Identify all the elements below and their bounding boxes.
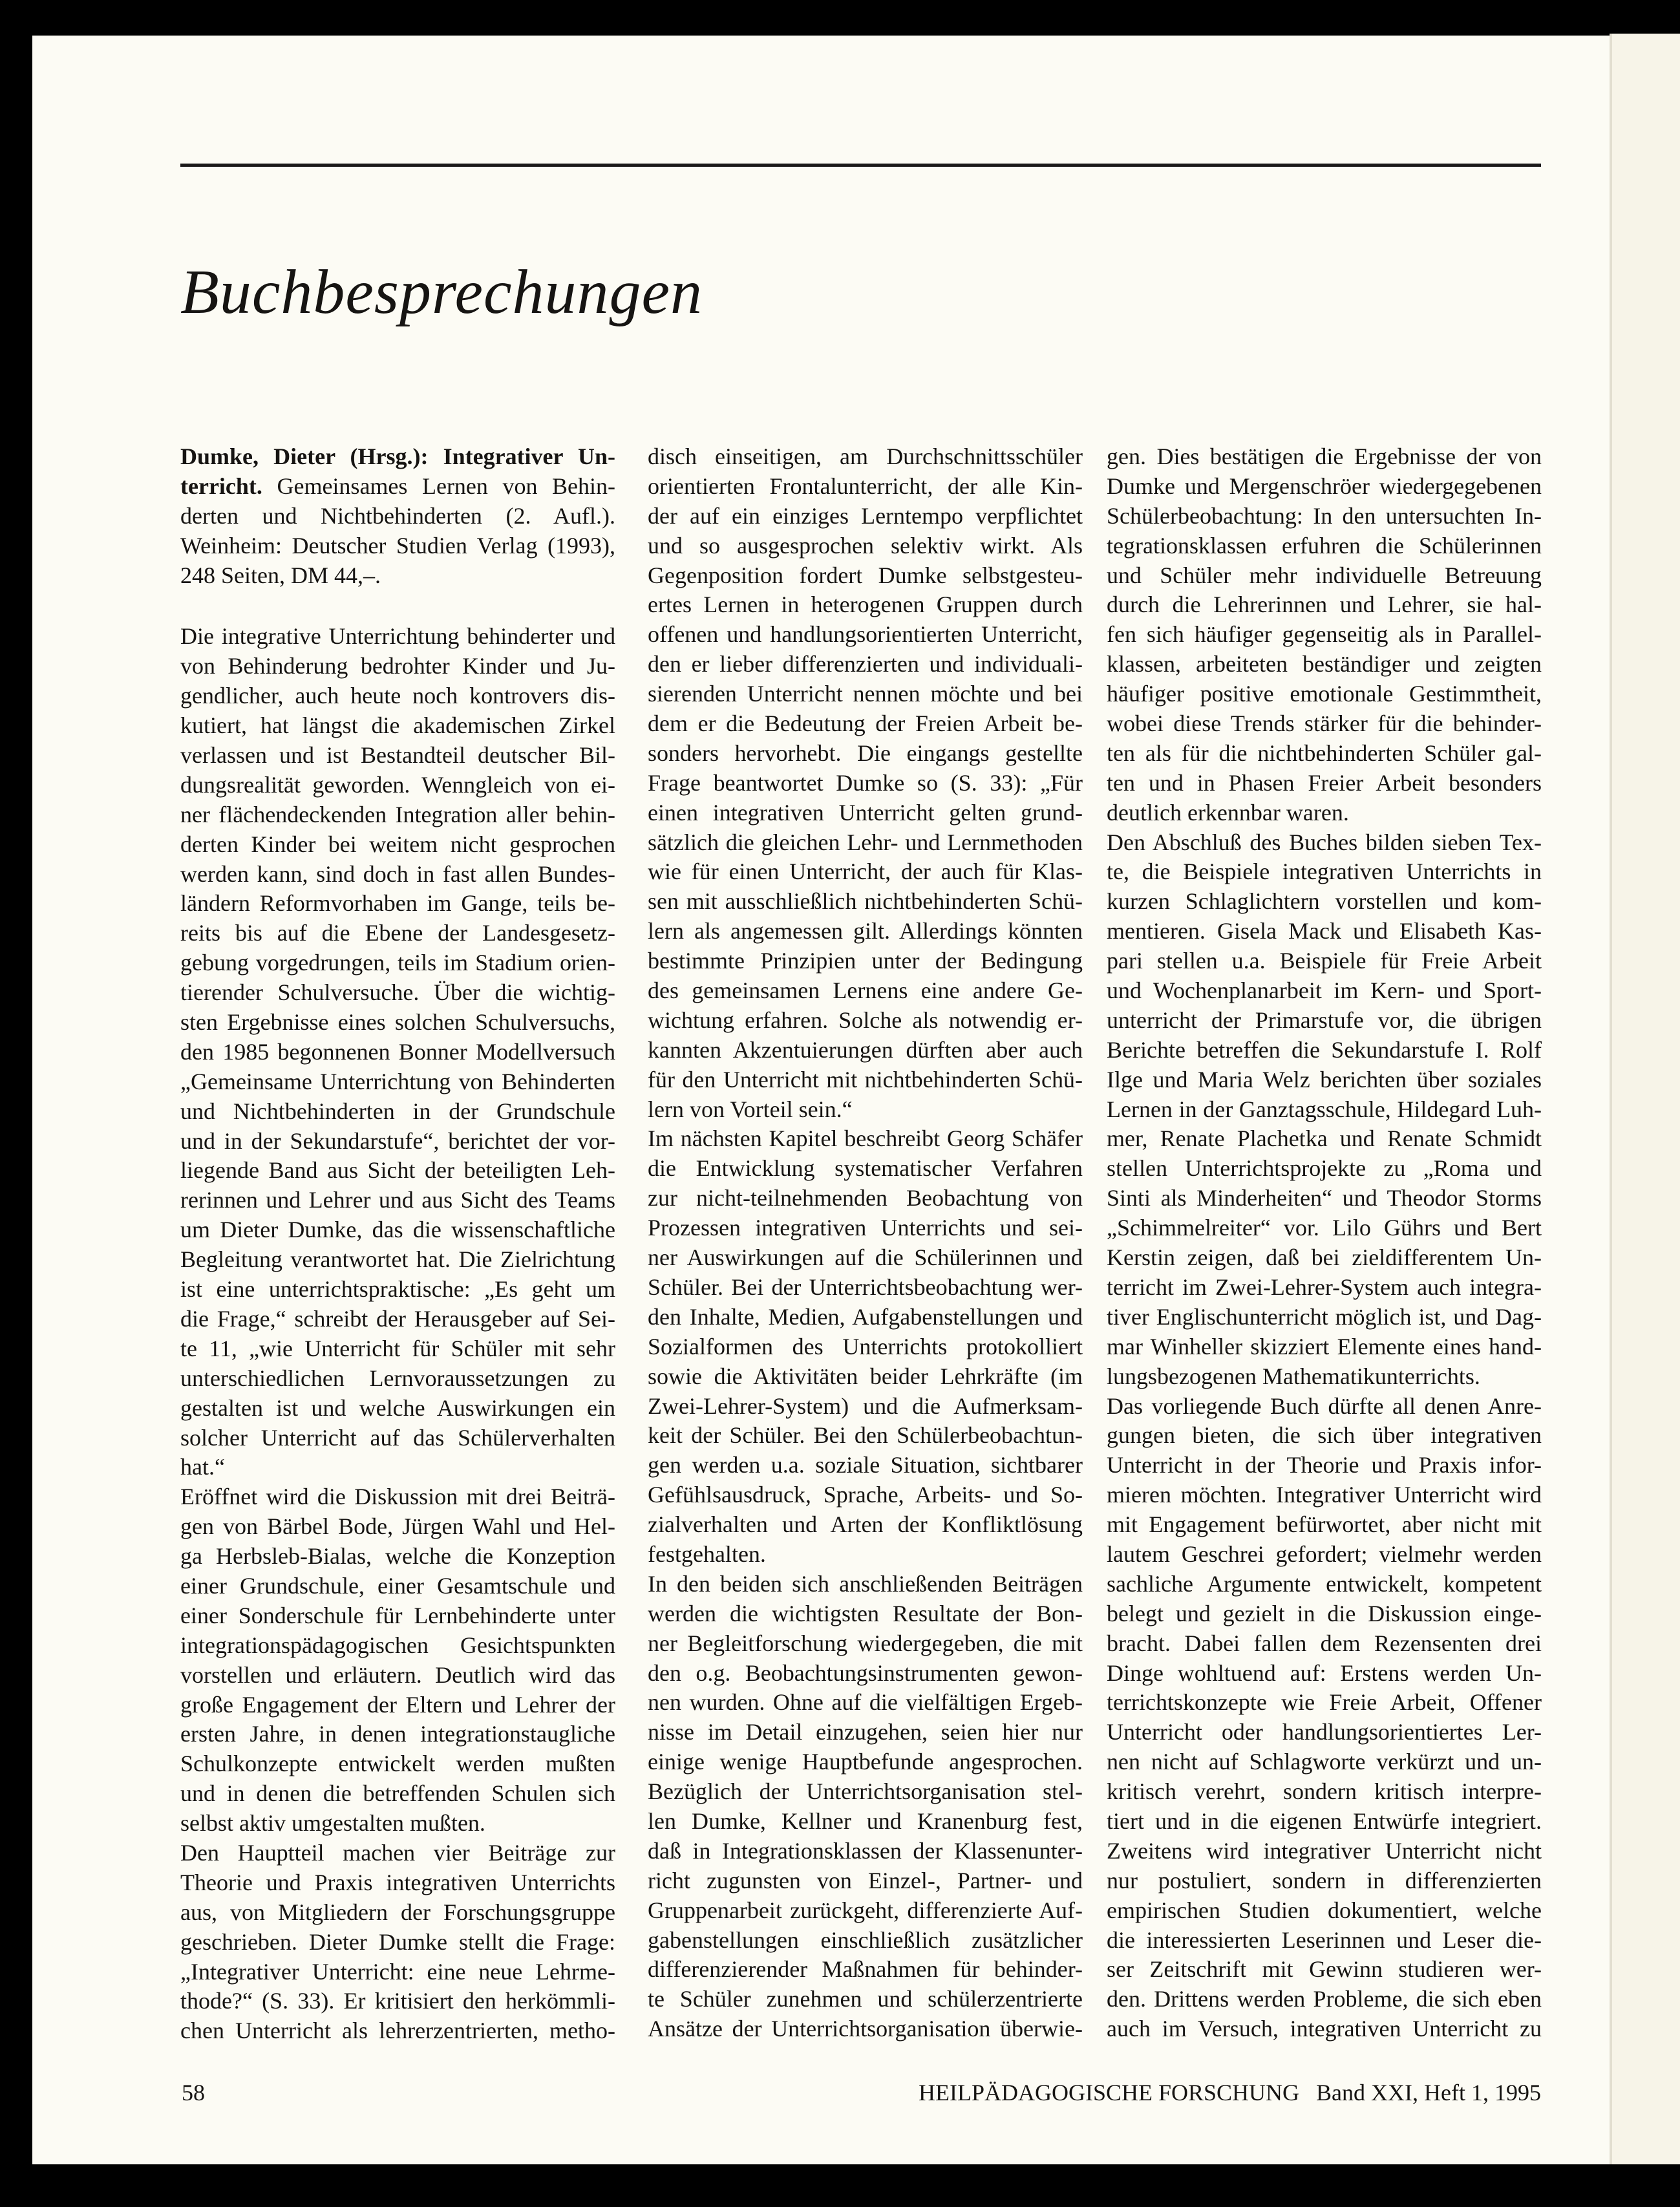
- text-line: dungsrealität geworden. Wenngleich von ei-: [180, 771, 615, 798]
- text-line: und Nichtbehinderten in der Grundschule: [180, 1098, 615, 1124]
- text-line: Sozialformen des Unterrichts protokolliert: [648, 1333, 1083, 1359]
- text-line: kannten Akzentuierungen dürften aber auch: [648, 1036, 1083, 1063]
- text-line: Unterricht in der Theorie und Praxis infor-: [1107, 1452, 1542, 1478]
- text-line: Eröffnet wird die Diskussion mit drei Beiträ-: [180, 1484, 615, 1510]
- text-line: Gruppenarbeit zurückgeht, differenzierte Auf-: [648, 1897, 1083, 1923]
- text-line: nur postuliert, sondern in differenzierten: [1107, 1867, 1542, 1893]
- text-line: Ansätze der Unterrichtsorganisation überwie-: [648, 2016, 1083, 2042]
- text-line: keit der Schüler. Bei den Schülerbeobachtun-: [648, 1422, 1083, 1449]
- text-line: ist eine unterrichtspraktische: „Es geht um: [180, 1276, 615, 1303]
- text-line: lern von Vorteil sein.“: [648, 1096, 853, 1122]
- text-line: für den Unterricht mit nichtbehinderten Schü-: [648, 1066, 1083, 1093]
- text-line: differenzierender Maßnahmen für behinder-: [648, 1956, 1083, 1983]
- text-line: den o.g. Beobachtungsinstrumenten gewon-: [648, 1659, 1083, 1686]
- text-line: In den beiden sich anschließenden Beiträgen: [648, 1570, 1083, 1597]
- text-line: ner Auswirkungen auf die Schülerinnen und: [648, 1244, 1083, 1271]
- text-line: sierenden Unterricht nennen möchte und bei: [648, 681, 1083, 707]
- text-line: Im nächsten Kapitel beschreibt Georg Schäfer: [648, 1125, 1083, 1152]
- text-line: Gefühlsausdruck, Sprache, Arbeits- und So-: [648, 1482, 1083, 1508]
- text-line: Schulkonzepte entwickelt werden mußten: [180, 1751, 615, 1777]
- text-line: rerinnen und Lehrer und aus Sicht des Teams: [180, 1187, 615, 1213]
- issue-info: Band XXI, Heft 1, 1995: [1316, 2080, 1541, 2106]
- text-line: terricht im Zwei-Lehrer-System auch integra-: [1107, 1274, 1542, 1300]
- text-line: häufiger positive emotionale Gestimmtheit,: [1107, 681, 1542, 707]
- text-line: auch im Versuch, integrativen Unterricht zu: [1107, 2016, 1542, 2042]
- text-line: ten als für die nichtbehinderten Schüler gal-: [1107, 740, 1542, 766]
- paragraph: [648, 1124, 1083, 1569]
- text-line: Theorie und Praxis integrativen Unterrichts: [180, 1869, 615, 1895]
- text-line: fen sich häufiger gegenseitig als in Parallel-: [1107, 621, 1542, 648]
- text-line: Sinti als Minderheiten“ und Theodor Storms: [1107, 1185, 1542, 1211]
- text-line: Dinge wohltuend auf: Erstens werden Un-: [1107, 1659, 1542, 1686]
- text-line: Schüler. Bei der Unterrichtsbeobachtung wer-: [648, 1274, 1083, 1300]
- text-line: der auf ein einziges Lerntempo verpflichtet: [648, 502, 1083, 529]
- text-line: mer, Renate Plachetka und Renate Schmidt: [1107, 1125, 1542, 1152]
- text-line: len Dumke, Kellner und Kranenburg fest,: [648, 1807, 1083, 1834]
- text-line: gen von Bärbel Bode, Jürgen Wahl und Hel-: [180, 1513, 615, 1540]
- text-line: die Entwicklung systematischer Verfahren: [648, 1155, 1083, 1182]
- citation-line: [180, 472, 615, 502]
- text-line: einer Grundschule, einer Gesamtschule und: [180, 1572, 615, 1599]
- text-line: wobei diese Trends stärker für die behinder-: [1107, 710, 1542, 737]
- text-line: Begleitung verantwortet hat. Die Zielrichtung: [180, 1246, 615, 1273]
- text-line: daß in Integrationsklassen der Klassenunter-: [648, 1837, 1083, 1864]
- column-body: [180, 622, 615, 2046]
- text-line: Dumke und Mergenschröer wiedergegebenen: [1107, 473, 1542, 499]
- text-line: Bezüglich der Unterrichtsorganisation stel-: [648, 1778, 1083, 1805]
- text-line: einige wenige Hauptbefunde angesprochen.: [648, 1749, 1083, 1775]
- text-line: Lernen in der Ganztagsschule, Hildegard Luh-: [1107, 1096, 1542, 1122]
- text-line: unterschiedlichen Lernvoraussetzungen zu: [180, 1365, 615, 1391]
- text-line: orientierten Frontalunterricht, der alle Kin-: [648, 473, 1083, 499]
- text-line: und Schüler mehr individuelle Betreuung: [1107, 562, 1542, 588]
- text-line: die Frage,“ schreibt der Herausgeber auf Sei-: [180, 1305, 615, 1332]
- text-line: die interessierten Leserinnen und Leser die-: [1107, 1926, 1542, 1953]
- text-line: te 11, „wie Unterricht für Schüler mit sehr: [180, 1335, 615, 1361]
- text-line: bracht. Dabei fallen dem Rezensenten drei: [1107, 1630, 1542, 1656]
- text-line: nisse im Detail einzugehen, seien hier nur: [648, 1719, 1083, 1745]
- text-line: tiert und in die eigenen Entwürfe integriert.: [1107, 1807, 1542, 1834]
- text-line: sachliche Argumente entwickelt, kompetent: [1107, 1570, 1542, 1597]
- text-line: und so ausgesprochen selektiv wirkt. Als: [648, 532, 1083, 559]
- text-line: disch einseitigen, am Durchschnittsschüler: [648, 443, 1083, 469]
- text-line: zur nicht-teilnehmenden Beobachtung von: [648, 1185, 1083, 1211]
- paragraph: [1107, 828, 1542, 1392]
- text-line: offenen und handlungsorientierten Unterricht,: [648, 621, 1083, 648]
- text-line: deutlich erkennbar waren.: [1107, 799, 1349, 826]
- paragraph: [1107, 442, 1542, 828]
- section-title: Buchbesprechungen: [180, 257, 703, 327]
- text-line: einer Sonderschule für Lernbehinderte unter: [180, 1602, 615, 1628]
- text-line: reits bis auf die Ebene der Landesgesetz-: [180, 920, 615, 946]
- text-line: lungsbezogenen Mathematikunterrichts.: [1107, 1363, 1480, 1389]
- text-line: „Gemeinsame Unterrichtung von Behinderten: [180, 1068, 615, 1094]
- text-line: des gemeinsamen Lernens eine andere Ge-: [648, 977, 1083, 1004]
- text-line: wichtung erfahren. Solche als notwendig er-: [648, 1007, 1083, 1033]
- text-line: nen wurden. Ohne auf die vielfältigen Ergeb-: [648, 1689, 1083, 1716]
- text-line: ner flächendeckenden Integration aller behin-: [180, 801, 615, 827]
- text-line: den er lieber differenzierten und individuali-: [648, 651, 1083, 677]
- text-line: mentieren. Gisela Mack und Elisabeth Kas-: [1107, 918, 1542, 944]
- text-line: te, die Beispiele integrativen Unterrichts in: [1107, 858, 1542, 885]
- paragraph: [180, 1839, 615, 2046]
- text-line: dem er die Bedeutung der Freien Arbeit be-: [648, 710, 1083, 737]
- text-line: den 1985 begonnenen Bonner Modellversuch: [180, 1038, 615, 1065]
- text-line: große Engagement der Eltern und Lehrer der: [180, 1691, 615, 1718]
- text-line: Prozessen integrativen Unterrichts und sei-: [648, 1215, 1083, 1241]
- text-line: empirischen Studien dokumentiert, welche: [1107, 1897, 1542, 1923]
- text-line: gen. Dies bestätigen die Ergebnisse der von: [1107, 443, 1542, 469]
- text-line: festgehalten.: [648, 1541, 766, 1567]
- text-line: sen mit ausschließlich nichtbehinderten Schü-: [648, 888, 1083, 915]
- text-line: Gegenposition fordert Dumke selbstgesteu-: [648, 562, 1083, 588]
- text-line: Den Abschluß des Buches bilden sieben Tex-: [1107, 829, 1542, 855]
- text-line: richt zugunsten von Einzel-, Partner- und: [648, 1867, 1083, 1893]
- text-line: solcher Unterricht auf das Schülerverhalten: [180, 1424, 615, 1451]
- text-line: gebung vorgedrungen, teils im Stadium orien-: [180, 950, 615, 976]
- text-line: Die integrative Unterrichtung behinderter und: [180, 623, 615, 650]
- text-line: kritisch verehrt, sondern kritisch interpre-: [1107, 1778, 1542, 1805]
- text-line: ländern Reformvorhaben im Gange, teils be-: [180, 890, 615, 917]
- text-line: und Wochenplanarbeit im Kern- und Sport-: [1107, 977, 1542, 1004]
- facing-page-edge: [1610, 34, 1680, 2164]
- text-line: den Inhalte, Medien, Aufgabenstellungen und: [648, 1303, 1083, 1330]
- text-line: und in denen die betreffenden Schulen sich: [180, 1780, 615, 1807]
- paragraph: [180, 1482, 615, 1839]
- text-line: Zweitens wird integrativer Unterricht nicht: [1107, 1837, 1542, 1864]
- text-line: thode?“ (S. 33). Er kritisiert den herkömmli-: [180, 1988, 615, 2014]
- text-line: verlassen und ist Bestandteil deutscher Bil-: [180, 742, 615, 769]
- text-line: belegt und gezielt in die Diskussion einge-: [1107, 1600, 1542, 1626]
- text-line: geschrieben. Dieter Dumke stellt die Frage:: [180, 1928, 615, 1955]
- text-line: integrationspädagogischen Gesichtspunkten: [180, 1632, 615, 1658]
- text-line: Kerstin zeigen, daß bei zieldifferentem Un-: [1107, 1244, 1542, 1271]
- text-line: um Dieter Dumke, das die wissenschaftliche: [180, 1217, 615, 1243]
- text-line: sten Ergebnisse eines solchen Schulversuchs,: [180, 1009, 615, 1036]
- column-body: [648, 442, 1083, 2044]
- text-line: selbst aktiv umgestalten mußten.: [180, 1810, 485, 1837]
- text-line: einen integrativen Unterricht gelten grund-: [648, 799, 1083, 826]
- paragraph: [1107, 1392, 1542, 2045]
- journal-name: HEILPÄDAGOGISCHE FORSCHUNG: [919, 2080, 1300, 2106]
- text-line: derten Kinder bei weitem nicht gesprochen: [180, 831, 615, 857]
- text-line: werden die wichtigsten Resultate der Bon-: [648, 1600, 1083, 1626]
- text-line: Schülerbeobachtung: In den untersuchten In-: [1107, 502, 1542, 529]
- paragraph: [180, 622, 615, 1482]
- text-line: ersten Jahre, in denen integrationstaugliche: [180, 1721, 615, 1747]
- citation-line: [180, 442, 615, 472]
- review-citation: [180, 442, 615, 590]
- text-line: durch die Lehrerinnen und Lehrer, sie hal-: [1107, 592, 1542, 618]
- text-line: Das vorliegende Buch dürfte all denen Anre-: [1107, 1392, 1542, 1419]
- text-line: tierender Schulversuche. Über die wichtig-: [180, 979, 615, 1006]
- text-line: Zwei-Lehrer-System) und die Aufmerksam-: [648, 1392, 1083, 1419]
- text-line: gabenstellungen einschließlich zusätzlicher: [648, 1926, 1083, 1953]
- text-line: mar Winheller skizziert Elemente eines hand-: [1107, 1333, 1542, 1359]
- text-line: wie für einen Unterricht, der auch für Klas-: [648, 858, 1083, 885]
- citation-line: 248 Seiten, DM 44,–.: [180, 562, 381, 588]
- text-line: mieren möchten. Integrativer Unterricht wird: [1107, 1482, 1542, 1508]
- text-line: stellen Unterrichtsprojekte zu „Roma und: [1107, 1155, 1542, 1182]
- text-line: Frage beantwortet Dumke so (S. 33): „Für: [648, 769, 1083, 796]
- text-line: sonders hervorhebt. Die eingangs gestellte: [648, 740, 1083, 766]
- text-line: pari stellen u.a. Beispiele für Freie Arbeit: [1107, 948, 1542, 974]
- paragraph: [648, 442, 1083, 1124]
- text-line: tegrationsklassen erfuhren die Schülerinnen: [1107, 532, 1542, 559]
- text-line: ser Zeitschrift mit Gewinn studieren wer-: [1107, 1956, 1542, 1983]
- text-line: und in der Sekundarstufe“, berichtet der vor-: [180, 1127, 615, 1154]
- text-line: vorstellen und erläutern. Deutlich wird das: [180, 1661, 615, 1688]
- spacer: [180, 590, 615, 622]
- text-line: Berichte betreffen die Sekundarstufe I. Rolf: [1107, 1036, 1542, 1063]
- text-line: lern als angemessen gilt. Allerdings könnten: [648, 918, 1083, 944]
- text-line: terrichtskonzepte wie Freie Arbeit, Offener: [1107, 1689, 1542, 1716]
- text-line: gen werden u.a. soziale Situation, sichtbarer: [648, 1452, 1083, 1478]
- column-2: [648, 442, 1083, 2044]
- text-line: ertes Lernen in heterogenen Gruppen durch: [648, 592, 1083, 618]
- page-number: 58: [182, 2080, 205, 2106]
- text-line: den. Drittens werden Probleme, die sich eben: [1107, 1986, 1542, 2012]
- text-line: te Schüler zunehmen und schülerzentrierte: [648, 1986, 1083, 2012]
- text-line: gungen bieten, die sich über integrativen: [1107, 1422, 1542, 1449]
- text-line: nen nicht auf Schlagworte verkürzt und un-: [1107, 1749, 1542, 1775]
- paragraph: [648, 1570, 1083, 2044]
- text-line: ga Herbsleb-Bialas, welche die Konzeption: [180, 1543, 615, 1570]
- text-line: kutiert, hat längst die akademischen Zirkel: [180, 712, 615, 739]
- column-body: [1107, 442, 1542, 2044]
- text-line: gestalten ist und welche Auswirkungen ein: [180, 1394, 615, 1421]
- header-rule: [180, 164, 1541, 167]
- text-line: unterricht der Primarstufe vor, die übrigen: [1107, 1007, 1542, 1033]
- text-line: werden kann, sind doch in fast allen Bundes-: [180, 860, 615, 887]
- citation-author-title: Dumke, Dieter (Hrsg.): Integrativer Un-: [180, 443, 615, 469]
- text-line: „Integrativer Unterricht: eine neue Lehrme-: [180, 1958, 615, 1985]
- text-line: Den Hauptteil machen vier Beiträge zur: [180, 1839, 615, 1866]
- text-line: tiver Englischunterricht möglich ist, und Dag-: [1107, 1303, 1542, 1330]
- citation-subtitle: Gemeinsames Lernen von Behin-: [262, 473, 615, 499]
- text-line: sowie die Aktivitäten beider Lehrkräfte (im: [648, 1363, 1083, 1389]
- text-line: Ilge und Maria Welz berichten über soziales: [1107, 1066, 1542, 1093]
- text-line: klassen, arbeiteten beständiger und zeigten: [1107, 651, 1542, 677]
- citation-line: derten und Nichtbehinderten (2. Aufl.).: [180, 502, 615, 529]
- text-line: gendlicher, auch heute noch kontrovers dis-: [180, 683, 615, 709]
- text-line: chen Unterricht als lehrerzentrierten, metho-: [180, 2018, 615, 2044]
- text-line: aus, von Mitgliedern der Forschungsgruppe: [180, 1899, 615, 1925]
- text-line: bestimmte Prinzipien unter der Bedingung: [648, 948, 1083, 974]
- text-line: „Schimmelreiter“ vor. Lilo Gührs und Bert: [1107, 1215, 1542, 1241]
- text-line: von Behinderung bedrohter Kinder und Ju-: [180, 653, 615, 679]
- running-footer: [919, 2078, 1541, 2107]
- text-line: hat.“: [180, 1454, 225, 1480]
- text-line: zialverhalten und Arten der Konfliktlösung: [648, 1511, 1083, 1538]
- text-line: kurzen Schlaglichtern vorstellen und kom-: [1107, 888, 1542, 915]
- text-line: Unterricht oder handlungsorientiertes Ler-: [1107, 1719, 1542, 1745]
- text-line: lautem Geschrei gefordert; vielmehr werden: [1107, 1541, 1542, 1567]
- text-line: mit Engagement befürwortet, aber nicht mit: [1107, 1511, 1542, 1538]
- text-line: ner Begleitforschung wiedergegeben, die mit: [648, 1630, 1083, 1656]
- column-1: [180, 442, 615, 2046]
- text-line: sätzlich die gleichen Lehr- und Lernmethoden: [648, 829, 1083, 855]
- citation-title-end: terricht.: [180, 473, 262, 499]
- text-line: liegende Band aus Sicht der beteiligten Leh-: [180, 1157, 615, 1184]
- citation-line: Weinheim: Deutscher Studien Verlag (1993),: [180, 532, 615, 559]
- column-3: [1107, 442, 1542, 2044]
- text-line: ten und in Phasen Freier Arbeit besonders: [1107, 769, 1542, 796]
